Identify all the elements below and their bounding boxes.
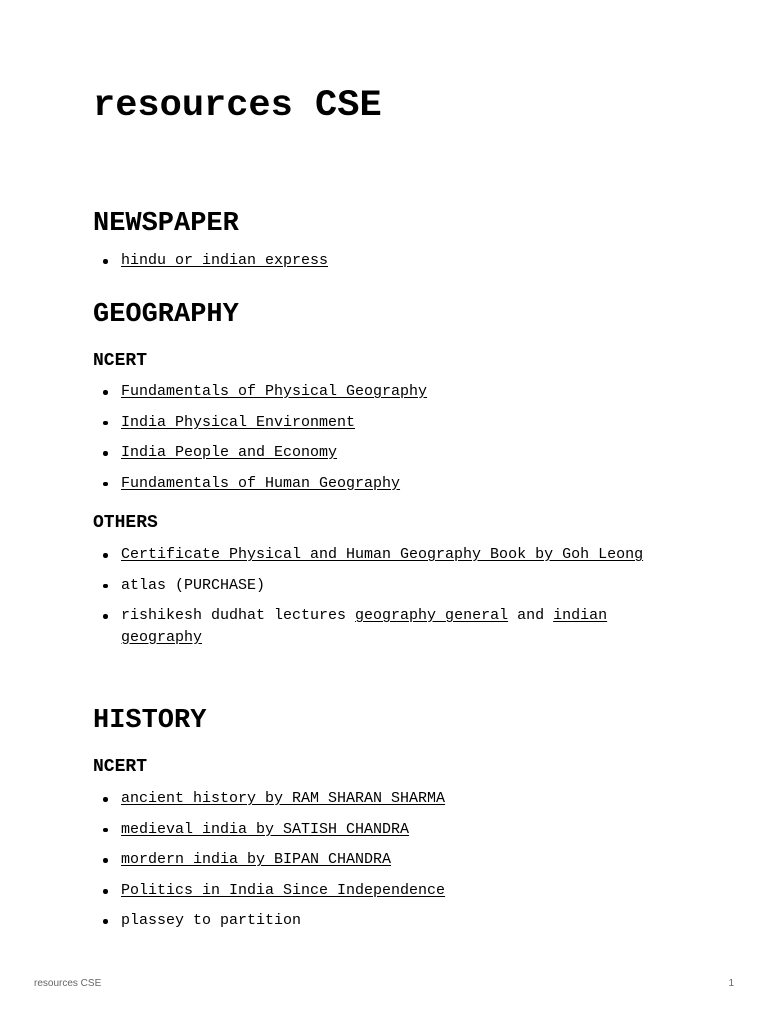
subheading-geography-ncert: NCERT xyxy=(93,351,148,371)
atlas-text: atlas (PURCHASE) xyxy=(121,576,266,594)
list-item xyxy=(93,880,683,902)
footer-document-title: resources CSE xyxy=(34,978,102,989)
link-hindu-indian-express[interactable]: hindu or indian express xyxy=(121,252,329,269)
link-politics-since-independence[interactable]: Politics in India Since Independence xyxy=(121,882,446,899)
list-item xyxy=(93,910,683,932)
link-modern-india[interactable]: mordern india by BIPAN CHANDRA xyxy=(121,851,392,868)
section-heading-newspaper: NEWSPAPER xyxy=(93,209,239,239)
list-item xyxy=(93,250,683,272)
list-item xyxy=(93,381,683,403)
and-text: and xyxy=(508,607,554,624)
list-item xyxy=(93,819,683,841)
list-item xyxy=(93,849,683,871)
link-fundamentals-physical-geography[interactable]: Fundamentals of Physical Geography xyxy=(121,383,428,400)
section-heading-history: HISTORY xyxy=(93,706,207,736)
link-ancient-history[interactable]: ancient history by RAM SHARAN SHARMA xyxy=(121,790,446,807)
document-title: resources CSE xyxy=(93,85,382,127)
section-heading-geography: GEOGRAPHY xyxy=(93,300,239,330)
list-item xyxy=(93,544,683,566)
subheading-geography-others: OTHERS xyxy=(93,513,158,533)
list-item xyxy=(93,605,653,648)
link-indian-geography[interactable]: indian geography xyxy=(121,607,608,646)
list-item xyxy=(93,788,683,810)
link-goh-leong-book[interactable]: Certificate Physical and Human Geography Book by Goh Leong xyxy=(121,546,644,563)
footer-page-number: 1 xyxy=(728,978,734,989)
link-fundamentals-human-geography[interactable]: Fundamentals of Human Geography xyxy=(121,474,401,492)
link-india-physical-environment[interactable]: India Physical Environment xyxy=(121,413,356,431)
list-item xyxy=(93,442,683,464)
link-india-people-economy[interactable]: India People and Economy xyxy=(121,444,338,461)
subheading-history-ncert: NCERT xyxy=(93,757,148,777)
list-item xyxy=(93,412,683,434)
rishikesh-lectures-text: rishikesh dudhat lectures xyxy=(121,607,356,624)
link-medieval-india[interactable]: medieval india by SATISH CHANDRA xyxy=(121,820,410,838)
list-item xyxy=(93,473,683,495)
plassey-to-partition-text: plassey to partition xyxy=(121,912,302,929)
list-item xyxy=(93,575,683,597)
link-geography-general[interactable]: geography general xyxy=(355,607,509,624)
